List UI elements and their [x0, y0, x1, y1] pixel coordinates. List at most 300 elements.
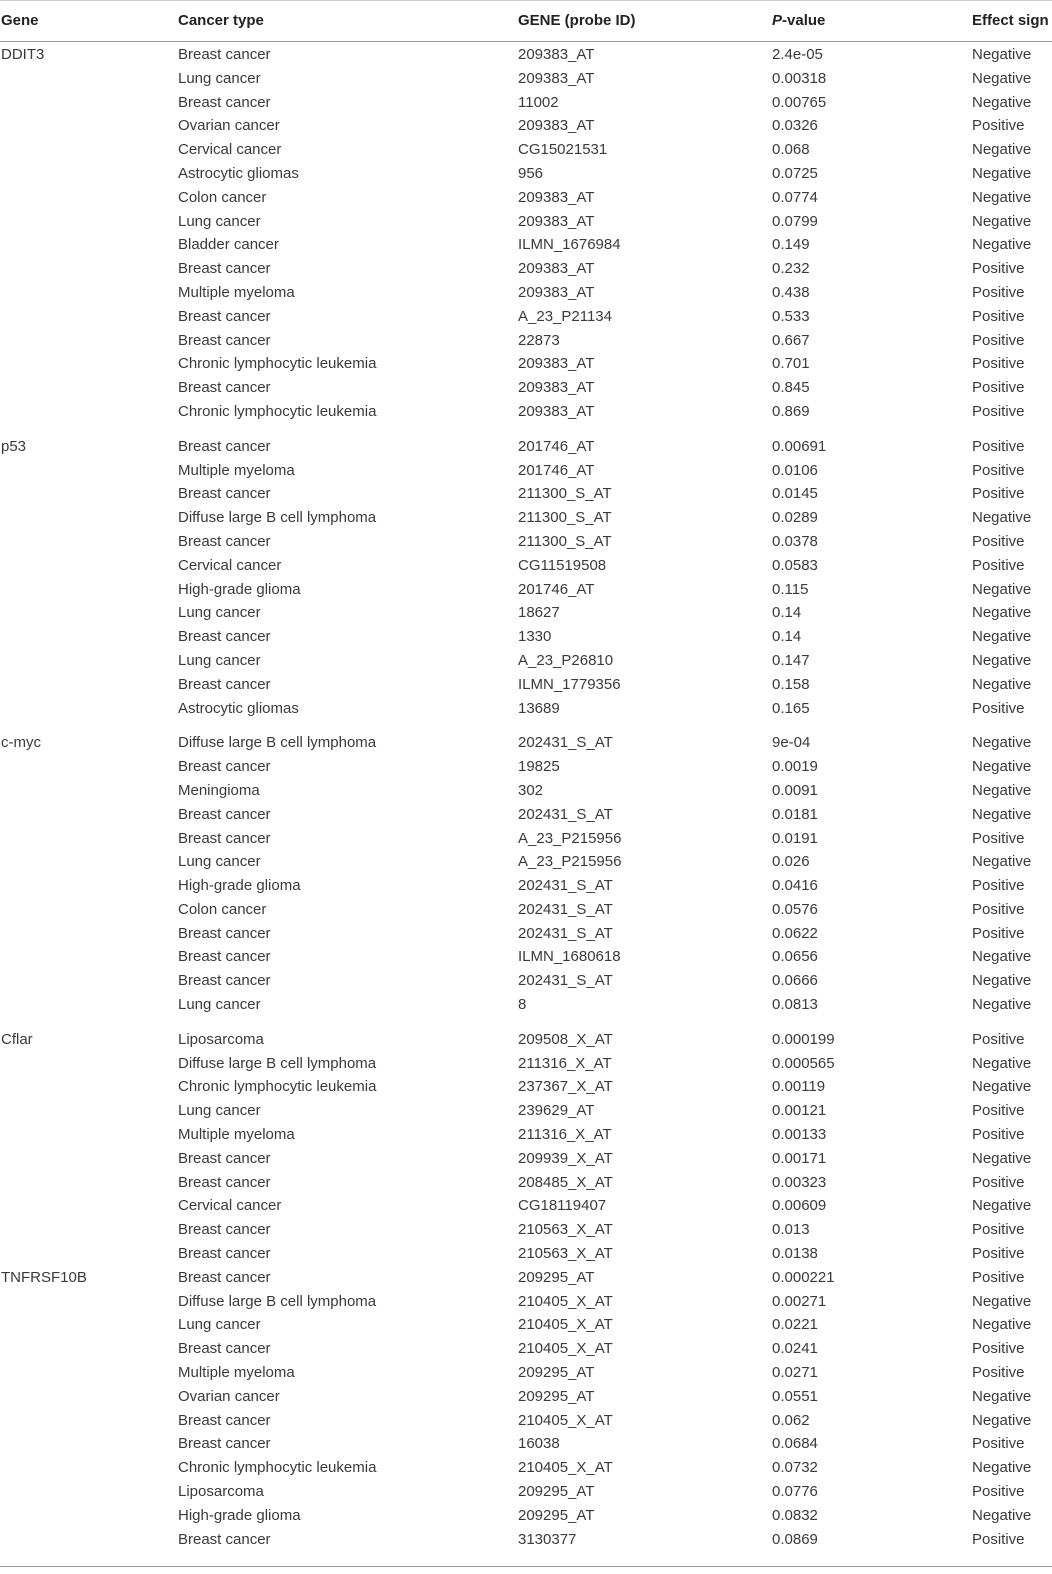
probe-id-cell: 208485_X_AT [518, 1173, 613, 1191]
probe-id-cell: 209383_AT [518, 212, 595, 230]
table-row [0, 1027, 1052, 1051]
p-value-cell: 0.0725 [772, 164, 818, 182]
p-value-cell: 0.0106 [772, 461, 818, 479]
p-value-cell: 0.0732 [772, 1459, 818, 1477]
effect-sign-cell: Negative [972, 1149, 1032, 1167]
effect-sign-cell: Positive [972, 307, 1025, 325]
probe-id-cell: 8 [518, 996, 527, 1014]
probe-id-cell: CG15021531 [518, 141, 608, 159]
effect-sign-cell: Negative [972, 972, 1032, 990]
table-row [0, 600, 1052, 624]
cancer-type-cell: Chronic lymphocytic leukemia [178, 402, 377, 420]
p-value-cell: 0.000199 [772, 1030, 835, 1048]
p-value-cell: 0.00171 [772, 1149, 827, 1167]
p-value-cell: 0.00318 [772, 69, 827, 87]
probe-id-cell: CG11519508 [518, 556, 607, 574]
p-value-cell: 0.0019 [772, 758, 818, 776]
effect-sign-cell: Positive [972, 1364, 1025, 1382]
cancer-type-cell: Lung cancer [178, 651, 261, 669]
probe-id-cell: 209383_AT [518, 46, 595, 63]
table-row [0, 1098, 1052, 1122]
probe-id-cell: 211316_X_AT [518, 1054, 612, 1072]
cancer-type-cell: Multiple myeloma [178, 1364, 295, 1382]
p-value-cell: 0.845 [772, 379, 810, 397]
cancer-type-cell: Liposarcoma [178, 1483, 264, 1501]
effect-sign-cell: Negative [972, 46, 1032, 63]
effect-sign-cell: Positive [972, 556, 1025, 574]
probe-id-cell: 209383_AT [518, 355, 595, 373]
cancer-type-cell: Cervical cancer [178, 556, 282, 574]
table-row [0, 873, 1052, 897]
p-value-cell: 0.0138 [772, 1245, 818, 1263]
effect-sign-cell: Positive [972, 283, 1025, 301]
cancer-type-cell: Liposarcoma [178, 1030, 264, 1048]
probe-id-cell: 201746_AT [518, 461, 595, 479]
cancer-type-cell: Breast cancer [178, 379, 271, 397]
effect-sign-cell: Negative [972, 141, 1032, 159]
cancer-type-cell: Breast cancer [178, 1245, 271, 1263]
p-value-cell: 0.0289 [772, 509, 818, 527]
table-row [0, 1051, 1052, 1075]
table-row [0, 672, 1052, 696]
effect-sign-cell: Positive [972, 1435, 1025, 1453]
effect-sign-cell: Negative [972, 1459, 1032, 1477]
effect-sign-cell: Negative [972, 758, 1032, 776]
probe-id-cell: 209295_AT [518, 1268, 595, 1286]
header-gene: Gene [1, 12, 39, 29]
effect-sign-cell: Negative [972, 604, 1032, 622]
cancer-type-cell: Breast cancer [178, 924, 271, 942]
p-value-cell: 0.0326 [772, 117, 818, 135]
probe-id-cell: ILMN_1676984 [518, 236, 621, 254]
probe-id-cell: 209383_AT [518, 379, 595, 397]
p-value-cell: 0.0378 [772, 532, 818, 550]
table-row [0, 553, 1052, 577]
probe-id-cell: 11002 [518, 93, 559, 111]
probe-id-cell: 239629_AT [518, 1102, 595, 1120]
probe-id-cell: 210405_X_AT [518, 1340, 613, 1358]
cancer-type-cell: Breast cancer [178, 1435, 271, 1453]
table-row [0, 90, 1052, 114]
cancer-type-cell: Bladder cancer [178, 236, 279, 254]
effect-sign-cell: Positive [972, 1221, 1025, 1239]
table-row [0, 754, 1052, 778]
gene-name: c-myc [1, 734, 41, 752]
probe-id-cell: 956 [518, 164, 544, 182]
effect-sign-cell: Negative [972, 1197, 1032, 1215]
gene-name: p53 [1, 437, 27, 455]
table-row [0, 1241, 1052, 1265]
table-row [0, 280, 1052, 304]
cancer-type-cell: Astrocytic gliomas [178, 164, 299, 182]
effect-sign-cell: Negative [972, 69, 1032, 87]
p-value-cell: 9e-04 [772, 734, 811, 752]
effect-sign-cell: Negative [972, 805, 1032, 823]
effect-sign-cell: Positive [972, 331, 1025, 349]
probe-id-cell: 3130377 [518, 1530, 577, 1548]
table-row [0, 256, 1052, 280]
effect-sign-cell: Positive [972, 699, 1025, 717]
effect-sign-cell: Negative [972, 1316, 1032, 1334]
probe-id-cell: 209383_AT [518, 283, 595, 301]
p-value-cell: 0.0271 [772, 1364, 818, 1382]
table-row [0, 921, 1052, 945]
table-row [0, 648, 1052, 672]
effect-sign-cell: Positive [972, 260, 1025, 278]
p-value-cell: 0.068 [772, 141, 810, 159]
table-row [0, 897, 1052, 921]
cancer-type-cell: Breast cancer [178, 1340, 271, 1358]
probe-id-cell: 201746_AT [518, 580, 595, 598]
table-row [0, 161, 1052, 185]
cancer-type-cell: Cervical cancer [178, 1197, 282, 1215]
cancer-type-cell: Breast cancer [178, 1411, 271, 1429]
gene-name: TNFRSF10B [1, 1268, 87, 1286]
cancer-type-cell: Colon cancer [178, 900, 267, 918]
probe-id-cell: 19825 [518, 758, 560, 776]
cancer-type-cell: Breast cancer [178, 307, 271, 325]
probe-id-cell: ILMN_1779356 [518, 675, 621, 693]
cancer-type-cell: Breast cancer [178, 805, 271, 823]
table-row [0, 1336, 1052, 1360]
p-value-cell: 0.0091 [772, 781, 818, 799]
p-value-cell: 0.00133 [772, 1126, 827, 1144]
effect-sign-cell: Negative [972, 996, 1032, 1014]
effect-sign-cell: Positive [972, 877, 1025, 895]
p-value-cell: 0.000221 [772, 1268, 835, 1286]
cancer-type-cell: Lung cancer [178, 69, 261, 87]
p-value-cell: 0.232 [772, 260, 810, 278]
effect-sign-cell: Positive [972, 532, 1025, 550]
cancer-type-cell: Breast cancer [178, 46, 271, 63]
table-row [0, 1146, 1052, 1170]
cancer-type-cell: Breast cancer [178, 972, 271, 990]
header-probe-id: GENE (probe ID) [518, 12, 636, 29]
probe-id-cell: 1330 [518, 628, 552, 646]
probe-id-cell: A_23_P215956 [518, 853, 622, 871]
cancer-type-cell: Lung cancer [178, 604, 261, 622]
p-value-cell: 0.0656 [772, 948, 818, 966]
table-row [0, 826, 1052, 850]
effect-sign-cell: Positive [972, 1245, 1025, 1263]
p-value-cell: 0.0776 [772, 1483, 818, 1501]
probe-id-cell: A_23_P215956 [518, 829, 622, 847]
table-row [0, 577, 1052, 601]
cancer-type-cell: Multiple myeloma [178, 461, 295, 479]
p-value-cell: 0.013 [772, 1221, 810, 1239]
probe-id-cell: 210563_X_AT [518, 1221, 613, 1239]
p-value-cell: 0.533 [772, 307, 810, 325]
table-row [0, 209, 1052, 233]
table-body [0, 42, 1052, 1550]
cancer-type-cell: Lung cancer [178, 996, 261, 1014]
cancer-type-cell: High-grade glioma [178, 877, 301, 895]
table-row [0, 778, 1052, 802]
probe-id-cell: 210405_X_AT [518, 1316, 613, 1334]
effect-sign-cell: Positive [972, 117, 1025, 135]
effect-sign-cell: Negative [972, 948, 1032, 966]
probe-id-cell: 202431_S_AT [518, 900, 613, 918]
table-row [0, 992, 1052, 1016]
table-row [0, 849, 1052, 873]
table-row [0, 137, 1052, 161]
gene-name: DDIT3 [1, 46, 45, 63]
p-value-cell: 0.667 [772, 331, 810, 349]
effect-sign-cell: Negative [972, 212, 1032, 230]
effect-sign-cell: Negative [972, 236, 1032, 254]
effect-sign-cell: Positive [972, 1268, 1025, 1286]
p-value-cell: 0.0869 [772, 1530, 818, 1548]
p-value-cell: 0.0551 [772, 1387, 818, 1405]
probe-id-cell: 210405_X_AT [518, 1459, 613, 1477]
p-value-cell: 0.158 [772, 675, 810, 693]
p-value-cell: 0.0576 [772, 900, 818, 918]
table-row [0, 375, 1052, 399]
p-value-cell: 0.0813 [772, 996, 818, 1014]
probe-id-cell: 211316_X_AT [518, 1126, 612, 1144]
cancer-type-cell: Multiple myeloma [178, 1126, 295, 1144]
header-cancer-type: Cancer type [178, 12, 264, 29]
effect-sign-cell: Negative [972, 93, 1032, 111]
cancer-type-cell: Breast cancer [178, 1173, 271, 1191]
probe-id-cell: 209383_AT [518, 69, 595, 87]
effect-sign-cell: Positive [972, 829, 1025, 847]
effect-sign-cell: Positive [972, 900, 1025, 918]
cancer-type-cell: Multiple myeloma [178, 283, 295, 301]
cancer-type-cell: High-grade glioma [178, 1506, 301, 1524]
effect-sign-cell: Negative [972, 853, 1032, 871]
table-row [0, 529, 1052, 553]
table-row [0, 42, 1052, 66]
effect-sign-cell: Positive [972, 402, 1025, 420]
cancer-type-cell: Diffuse large B cell lymphoma [178, 1054, 377, 1072]
cancer-type-cell: Lung cancer [178, 212, 261, 230]
table-row [0, 458, 1052, 482]
gene-name: Cflar [1, 1030, 33, 1048]
table-row [0, 232, 1052, 256]
table-row [0, 185, 1052, 209]
probe-id-cell: 237367_X_AT [518, 1078, 613, 1096]
table-row [0, 968, 1052, 992]
cancer-type-cell: Lung cancer [178, 1316, 261, 1334]
p-value-cell: 0.147 [772, 651, 810, 669]
table-row [0, 1265, 1052, 1289]
cancer-type-cell: Breast cancer [178, 437, 271, 455]
probe-id-cell: 302 [518, 781, 544, 799]
table-row [0, 1312, 1052, 1336]
table-row [0, 1170, 1052, 1194]
effect-sign-cell: Positive [972, 461, 1025, 479]
probe-id-cell: 202431_S_AT [518, 972, 613, 990]
effect-sign-cell: Negative [972, 1411, 1032, 1429]
effect-sign-cell: Positive [972, 1530, 1025, 1548]
cancer-type-cell: Cervical cancer [178, 141, 282, 159]
table-row [0, 730, 1052, 754]
probe-id-cell: 209383_AT [518, 260, 595, 278]
cancer-type-cell: Breast cancer [178, 1530, 271, 1548]
effect-sign-cell: Negative [972, 781, 1032, 799]
effect-sign-cell: Positive [972, 1102, 1025, 1120]
probe-id-cell: A_23_P26810 [518, 651, 614, 669]
table-row [0, 1384, 1052, 1408]
header-p-rest: -value [782, 12, 826, 29]
table-row [0, 1503, 1052, 1527]
p-value-cell: 0.0221 [772, 1316, 818, 1334]
table-row [0, 304, 1052, 328]
effect-sign-cell: Negative [972, 734, 1032, 752]
effect-sign-cell: Positive [972, 485, 1025, 503]
p-value-cell: 0.0622 [772, 924, 818, 942]
probe-id-cell: 211300_S_AT [518, 485, 612, 503]
probe-id-cell: 209383_AT [518, 188, 595, 206]
p-value-cell: 0.0774 [772, 188, 818, 206]
probe-id-cell: 211300_S_AT [518, 509, 612, 527]
cancer-type-cell: Breast cancer [178, 758, 271, 776]
cancer-type-cell: Ovarian cancer [178, 1387, 280, 1405]
probe-id-cell: 202431_S_AT [518, 805, 613, 823]
table-row [0, 351, 1052, 375]
table-row [0, 1360, 1052, 1384]
header-effect-sign: Effect sign [972, 12, 1049, 29]
probe-id-cell: 16038 [518, 1435, 560, 1453]
effect-sign-cell: Positive [972, 355, 1025, 373]
cancer-type-cell: Ovarian cancer [178, 117, 280, 135]
p-value-cell: 0.0583 [772, 556, 818, 574]
p-value-cell: 0.00609 [772, 1197, 827, 1215]
cancer-type-cell: Diffuse large B cell lymphoma [178, 509, 377, 527]
effect-sign-cell: Positive [972, 1340, 1025, 1358]
p-value-cell: 0.438 [772, 283, 810, 301]
p-value-cell: 0.062 [772, 1411, 810, 1429]
table-row [0, 1217, 1052, 1241]
table-bottom-rule [0, 1566, 1052, 1567]
cancer-type-cell: Breast cancer [178, 485, 271, 503]
p-value-cell: 0.14 [772, 604, 802, 622]
p-value-cell: 0.00691 [772, 437, 827, 455]
effect-sign-cell: Positive [972, 1126, 1025, 1144]
p-value-cell: 0.869 [772, 402, 810, 420]
cancer-type-cell: Diffuse large B cell lymphoma [178, 1292, 377, 1310]
table-row [0, 66, 1052, 90]
p-value-cell: 0.026 [772, 853, 810, 871]
p-value-cell: 0.0684 [772, 1435, 818, 1453]
probe-id-cell: 211300_S_AT [518, 532, 612, 550]
cancer-type-cell: Breast cancer [178, 331, 271, 349]
cancer-type-cell: Lung cancer [178, 853, 261, 871]
header-p-letter: P [772, 12, 783, 29]
probe-id-cell: 210405_X_AT [518, 1292, 613, 1310]
cancer-type-cell: Breast cancer [178, 260, 271, 278]
table-row [0, 328, 1052, 352]
effect-sign-cell: Negative [972, 188, 1032, 206]
effect-sign-cell: Positive [972, 1030, 1025, 1048]
p-value-cell: 2.4e-05 [772, 46, 823, 63]
p-value-cell: 0.0241 [772, 1340, 818, 1358]
effect-sign-cell: Positive [972, 379, 1025, 397]
cancer-type-cell: Meningioma [178, 781, 260, 799]
effect-sign-cell: Positive [972, 437, 1025, 455]
probe-id-cell: 209295_AT [518, 1483, 595, 1501]
probe-id-cell: 201746_AT [518, 437, 595, 455]
p-value-cell: 0.149 [772, 236, 810, 254]
probe-id-cell: 209295_AT [518, 1387, 595, 1405]
table-row [0, 624, 1052, 648]
cancer-type-cell: Breast cancer [178, 628, 271, 646]
probe-id-cell: A_23_P21134 [518, 307, 612, 325]
table-row [0, 1431, 1052, 1455]
probe-id-cell: 209939_X_AT [518, 1149, 613, 1167]
effect-sign-cell: Negative [972, 580, 1032, 598]
effect-sign-cell: Positive [972, 1483, 1025, 1501]
p-value-cell: 0.00765 [772, 93, 827, 111]
p-value-cell: 0.00323 [772, 1173, 827, 1191]
effect-sign-cell: Negative [972, 164, 1032, 182]
p-value-cell: 0.701 [772, 355, 810, 373]
cancer-type-cell: Breast cancer [178, 1221, 271, 1239]
p-value-cell: 0.0799 [772, 212, 818, 230]
table-row [0, 1193, 1052, 1217]
probe-id-cell: 18627 [518, 604, 560, 622]
p-value-cell: 0.0416 [772, 877, 818, 895]
table-row [0, 1289, 1052, 1313]
probe-id-cell: 13689 [518, 699, 560, 717]
table-row [0, 505, 1052, 529]
effect-sign-cell: Negative [972, 675, 1032, 693]
cancer-type-cell: Colon cancer [178, 188, 267, 206]
cancer-type-cell: Chronic lymphocytic leukemia [178, 1459, 377, 1477]
effect-sign-cell: Negative [972, 1387, 1032, 1405]
cancer-type-cell: Breast cancer [178, 948, 271, 966]
p-value-cell: 0.0832 [772, 1506, 818, 1524]
table-row [0, 1479, 1052, 1503]
p-value-cell: 0.0181 [772, 805, 818, 823]
effect-sign-cell: Negative [972, 628, 1032, 646]
group-spacer [0, 423, 1052, 434]
p-value-cell: 0.00271 [772, 1292, 827, 1310]
effect-sign-cell: Negative [972, 509, 1032, 527]
p-value-cell: 0.14 [772, 628, 802, 646]
cancer-type-cell: Chronic lymphocytic leukemia [178, 1078, 377, 1096]
effect-sign-cell: Negative [972, 651, 1032, 669]
cancer-type-cell: Breast cancer [178, 829, 271, 847]
table-row [0, 481, 1052, 505]
table-row [0, 113, 1052, 137]
effect-sign-cell: Negative [972, 1078, 1032, 1096]
table-row [0, 1074, 1052, 1098]
effect-sign-cell: Negative [972, 1054, 1032, 1072]
p-value-cell: 0.0666 [772, 972, 818, 990]
effect-sign-cell: Negative [972, 1292, 1032, 1310]
probe-id-cell: 209383_AT [518, 402, 595, 420]
p-value-cell: 0.00119 [772, 1078, 826, 1096]
p-value-cell: 0.115 [772, 580, 809, 598]
cancer-type-cell: Breast cancer [178, 93, 271, 111]
probe-id-cell: 202431_S_AT [518, 877, 613, 895]
probe-id-cell: 202431_S_AT [518, 734, 613, 752]
probe-id-cell: 202431_S_AT [518, 924, 613, 942]
p-value-cell: 0.165 [772, 699, 810, 717]
probe-id-cell: 209295_AT [518, 1506, 595, 1524]
table-row [0, 434, 1052, 458]
table-row [0, 802, 1052, 826]
group-spacer [0, 1016, 1052, 1027]
table-row [0, 1408, 1052, 1432]
table-row [0, 696, 1052, 720]
probe-id-cell: 22873 [518, 331, 560, 349]
p-value-cell: 0.0145 [772, 485, 818, 503]
cancer-type-cell: High-grade glioma [178, 580, 301, 598]
cancer-type-cell: Astrocytic gliomas [178, 699, 299, 717]
